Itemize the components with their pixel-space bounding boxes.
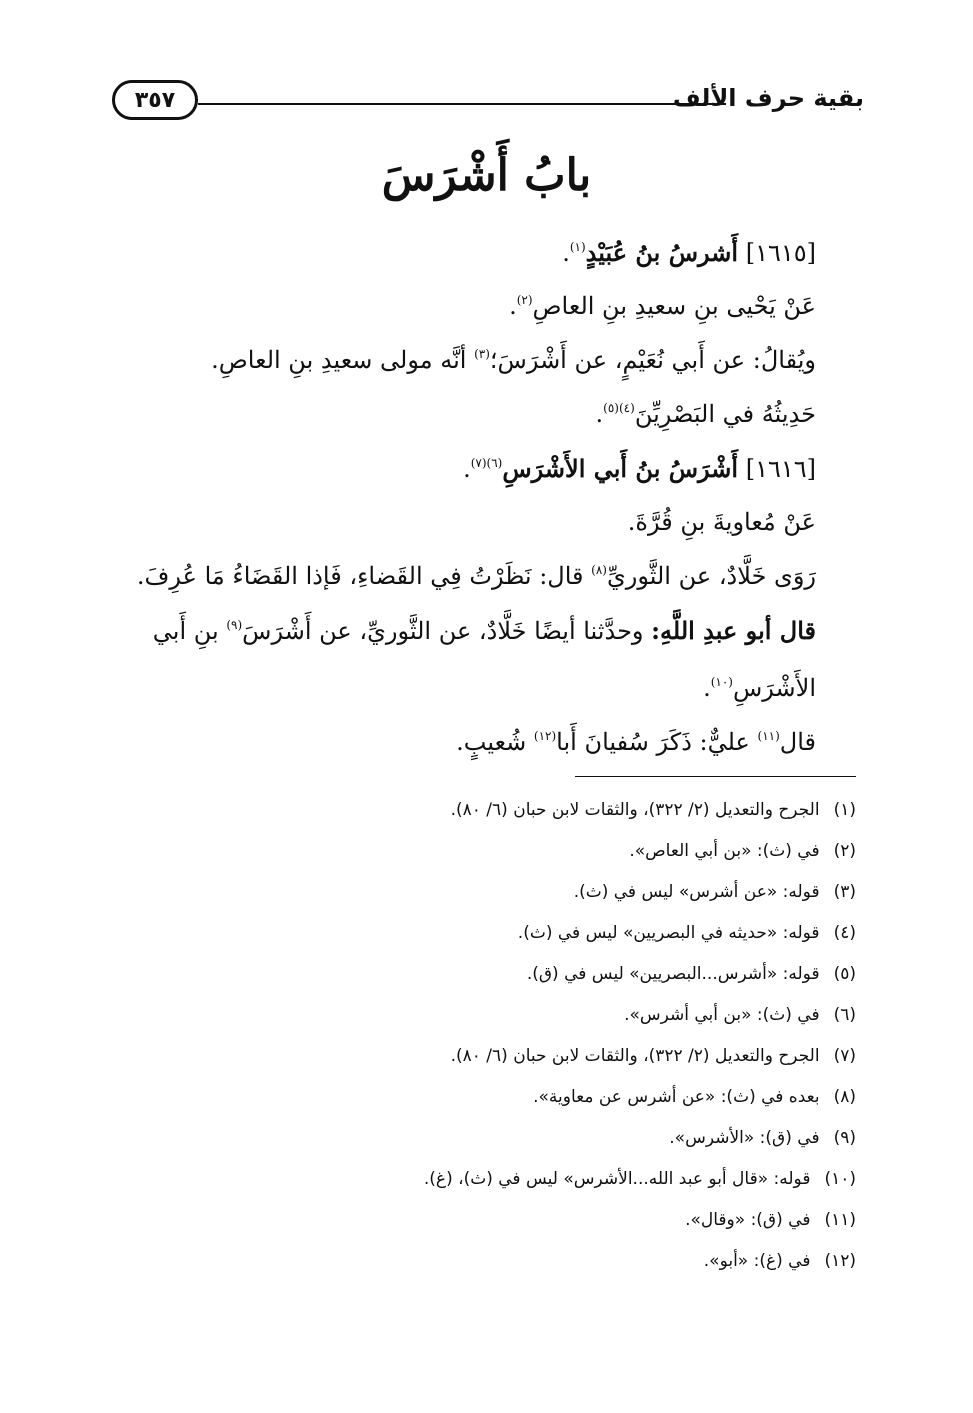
chapter-title: بابُ أَشْرَسَ (381, 150, 592, 201)
footnote: (٩)في (ق): «الأشرس». (669, 1128, 856, 1148)
speaker-label: قال أبو عبدِ اللَّهِ: (651, 616, 816, 645)
footnote-ref: (٨) (591, 563, 607, 577)
footnote: (١١)في (ق): «وقال». (685, 1210, 856, 1230)
footnote: (١)الجرح والتعديل (٢/ ٣٢٢)، والثقات لابن حبان (٦/ ٨٠). (450, 800, 856, 820)
text-line: الأَشْرَسِ$^{(١٠)}$. (703, 674, 816, 702)
footnote-separator (575, 776, 856, 777)
footnote-ref: (١٠) (710, 675, 733, 689)
footnote-ref: (٢) (516, 293, 533, 307)
text-line: عَنْ يَحْيى بنِ سعيدِ بنِ العاصِ$^{(٢)}$. (509, 292, 816, 320)
footnote: (٣)قوله: «عن أشرس» ليس في (ث). (573, 882, 856, 902)
text-line: قال$^{(١١)}$ عليٌّ: ذَكَرَ سُفيانَ أَبا$^{(١٢)}$ شُعيبٍ. (456, 728, 816, 756)
footnote: (٥)قوله: «أشرس...البصريين» ليس في (ق). (526, 964, 856, 984)
entry-1615: [١٦١٥] أَشرسُ بنُ عُبَيْدٍ$^{(١)}$. (562, 238, 816, 267)
footnote: (٦)في (ث): «بن أبي أشرس». (624, 1005, 856, 1025)
text-line: حَدِيثُهُ في البَصْرِيِّنَ$^{(٤)(٥)}$. (595, 400, 816, 428)
footnote-ref: (٦)(٧) (470, 456, 503, 470)
entry-1616: [١٦١٦] أَشْرَسُ بنُ أَبي الأَشْرَسِ$^{(٦)(٧)}$. (463, 454, 816, 483)
text-line: ويُقالُ: عن أَبي نُعَيْمٍ، عن أَشْرَسَ؛$^{(٣)}$ أنَّه مولى سعيدِ بنِ العاصِ. (211, 346, 816, 374)
footnote: (٨)بعده في (ث): «عن أشرس عن معاوية». (533, 1087, 856, 1107)
footnote: (٤)قوله: «حديثه في البصريين» ليس في (ث). (517, 923, 856, 943)
footnote-ref: (٣) (474, 347, 490, 361)
running-title: بقية حرف الألف (672, 84, 864, 112)
text-line: قال أبو عبدِ اللَّهِ: وحدَّثنا أيضًا خَلَّادٌ، عن الثَّوريِّ، عن أَشْرَسَ$^{(٩)}$ بنِ أَبي (152, 616, 816, 645)
entry-name: أَشرسُ بنُ عُبَيْدٍ (585, 238, 739, 267)
footnote: (١٠)قوله: «قال أبو عبد الله...الأشرس» ليس في (ث)، (غ). (423, 1169, 856, 1189)
header-rule (198, 103, 726, 105)
footnote-ref: (١١) (757, 729, 780, 743)
footnote-ref: (٤)(٥) (603, 401, 635, 415)
text-line: رَوَى خَلَّادٌ، عن الثَّوريِّ$^{(٨)}$ قال: نَظَرْتُ فِي القَضاءِ، فَإذا القَضَاءُ مَا عُرِفَ. (136, 562, 816, 590)
entry-number: [١٦١٥] (745, 239, 816, 267)
page-number-frame (112, 80, 198, 120)
entry-name: أَشْرَسُ بنُ أَبي الأَشْرَسِ (502, 454, 739, 483)
footnote-ref: (٩) (226, 618, 243, 632)
page-number: ٣٥٧ (134, 87, 176, 113)
footnote: (٢)في (ث): «بن أبي العاص». (629, 841, 856, 861)
footnote: (١٢)في (غ): «أبو». (703, 1251, 856, 1271)
footnote: (٧)الجرح والتعديل (٢/ ٣٢٢)، والثقات لابن حبان (٦/ ٨٠). (450, 1046, 856, 1066)
page-header (112, 78, 864, 128)
footnote-ref: (١٢) (533, 729, 557, 743)
text-line: عَنْ مُعاويةَ بنِ قُرَّةَ. (627, 508, 816, 536)
entry-number: [١٦١٦] (745, 455, 816, 483)
footnote-ref: (١) (569, 240, 586, 254)
